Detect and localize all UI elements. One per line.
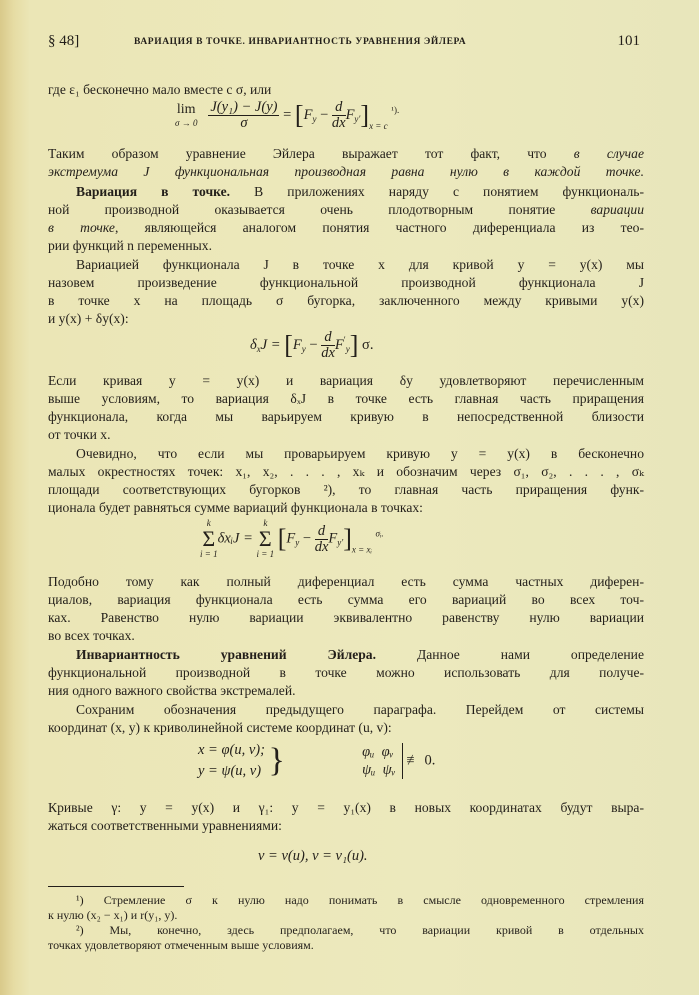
text-line: рии функций n переменных.	[48, 238, 212, 253]
paragraph-heading-line: Вариация в точке. В приложениях наряду с понятием функциональ-	[76, 184, 644, 199]
equation-sum: k Σ i = 1 δxᵢJ = k Σ i = 1 [$F_y$ − $\frac{d}{dx}$ $F_{y'}]_{x = xᵢ}$ $^{\sigma ᵢ.}$	[200, 518, 384, 559]
paragraph-heading-line: Инвариантность уравнений Эйлера. Данное нами определение	[76, 647, 644, 662]
text-line: ния одного важного свойства экстремалей.	[48, 683, 296, 698]
footnote-1: ¹) Стремление σ к нулю надо понимать в смысле одновременного стремления	[76, 893, 644, 907]
page-number: 101	[617, 33, 640, 49]
text-line: координат (x, y) к криволинейной системе координат (u, v):	[48, 720, 392, 735]
text-line: назовем произведение функциональной производной функционала J	[48, 275, 644, 290]
text-line-italic: экстремума J функциональная производная равна нулю в каждой точке.	[48, 164, 644, 179]
text-line: функциональной производной в точке можно использовать для получе-	[48, 665, 644, 680]
equation-limit: lim σ → 0 $\frac{\text{J(y₁) − J(y)}}{\sigma}$ = [$F_y$ − $\frac{d}{dx}$ $F_{y'}]_{x = c}$ $^{^1).}$	[175, 99, 400, 131]
text-line: ционала будет равняться сумме вариаций функционала в точках:	[48, 500, 423, 515]
text-line: где ε₁ бесконечно мало вместе с σ, или	[48, 82, 272, 97]
equation-transform: x = φ(u, v); y = ψ(u, v) } φᵤ φᵥ ψᵤ ψᵥ ≢ 0.	[198, 742, 436, 779]
text-line: площади соответствующих бугорков ²), то главная часть приращения функ-	[48, 482, 644, 497]
sum-operator: k Σ i = 1	[200, 518, 218, 559]
text-line: Если кривая y = y(x) и вариация δy удовлетворяют перечисленным	[48, 373, 644, 388]
text-line: Подобно тому как полный диференциал есть сумма частных диферен-	[48, 574, 644, 589]
text-line: Кривые γ: y = y(x) и γ₁: y = y₁(x) в новых координатах будут выра-	[48, 800, 644, 815]
text-line: во всех точках.	[48, 628, 135, 643]
running-title: ВАРИАЦИЯ В ТОЧКЕ. ИНВАРИАНТНОСТЬ УРАВНЕНИЯ ЭЙЛЕРА	[134, 37, 467, 47]
running-header	[48, 33, 648, 57]
text-line: от точки x.	[48, 427, 111, 442]
text-line: и y(x) + δy(x):	[48, 311, 129, 326]
text-line: выше условиям, то вариация δₓJ в точке есть главная часть приращения	[48, 391, 644, 406]
text-line: жаться соответственными уравнениями:	[48, 818, 282, 833]
equation-variation: $\delta_xJ = [F_y$ − $\frac{d}{dx}$ $F'_y$] σ.	[250, 329, 374, 361]
text-line: в точке x на площадь σ бугорка, заключенного между кривыми y(x)	[48, 293, 644, 308]
footnote-rule	[48, 886, 184, 887]
text-line: ках. Равенство нулю вариации эквивалентно равенству нулю вариации	[48, 610, 644, 625]
text-line: ной производной оказывается очень плодотворным понятие вариации	[48, 202, 644, 217]
sum-operator: k Σ i = 1	[256, 518, 275, 559]
fraction: $\frac{\text{J(y₁) − J(y)}}{\sigma}$	[210, 99, 278, 131]
text-line: Очевидно, что если мы проварьируем кривую y = y(x) в бесконечно	[76, 446, 644, 461]
footnote-2-cont: точках удовлетворяют отмеченным выше условиям.	[48, 938, 314, 952]
text-line: функционала, когда мы варьируем кривую в непосредственной близости	[48, 409, 644, 424]
section-number: § 48]	[48, 33, 80, 49]
text-line: Таким образом уравнение Эйлера выражает тот факт, что в случае	[48, 146, 644, 161]
text-line: Вариацией функционала J в точке x для кривой y = y(x) мы	[76, 257, 644, 272]
footnote-1-cont: к нулю (x₂ − x₁) и r(y₁, y).	[48, 908, 178, 922]
text-line: малых окрестностях точек: x₁, x₂, . . . , xₖ и обозначим через σ₁, σ₂, . . . , σₖ	[48, 464, 644, 479]
footnote-2: ²) Мы, конечно, здесь предполагаем, что вариации кривой в отдельных	[76, 923, 644, 937]
limit-operator: lim σ → 0	[175, 102, 198, 128]
jacobian-determinant: φᵤ φᵥ ψᵤ ψᵥ	[362, 743, 403, 779]
text-line: циалов, вариация функционала есть сумма его вариаций во всех точ-	[48, 592, 644, 607]
equation-curves: v = v(u), v = v₁(u).	[258, 848, 368, 864]
text-line: в точке, являющейся аналогом понятия частного диференциала из тео-	[48, 220, 644, 235]
text-line: Сохраним обозначения предыдущего параграфа. Перейдем от системы	[76, 702, 644, 717]
